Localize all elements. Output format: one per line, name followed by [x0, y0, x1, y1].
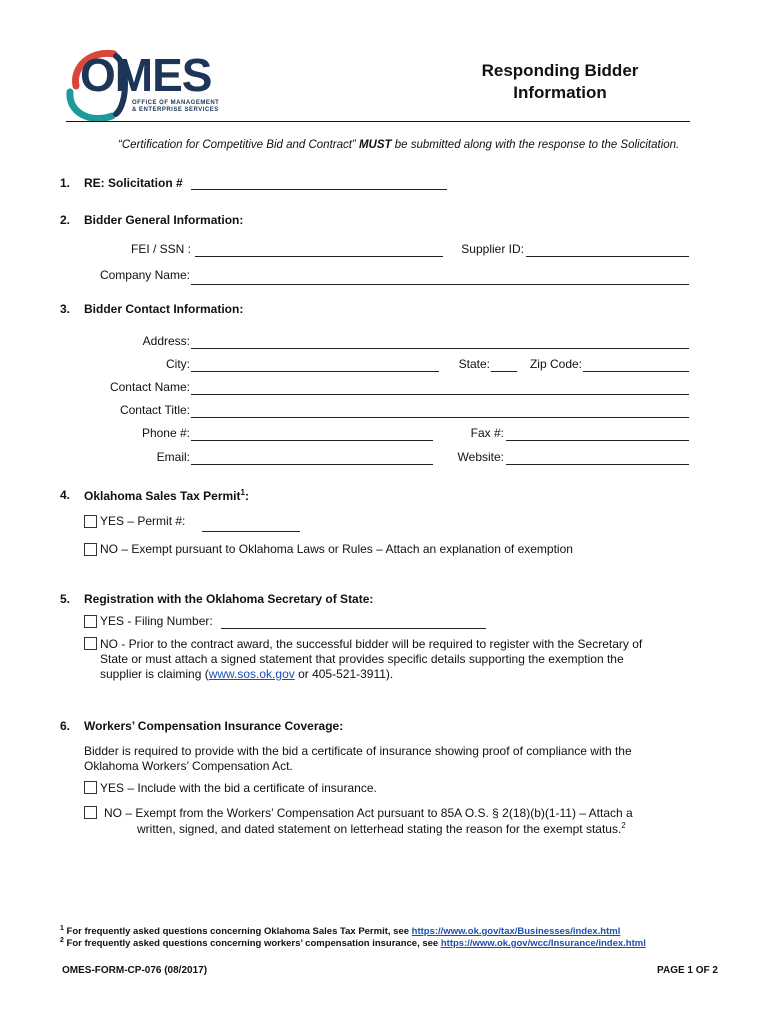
- tax-permit-no-checkbox[interactable]: [84, 543, 97, 556]
- intro-part1: “Certification for Competitive Bid and Contract”: [118, 139, 359, 151]
- workers-comp-no-line1: NO – Exempt from the Workers’ Compensation Act pursuant to 85A O.S. § 2(18)(b)(1-11) – Attach a: [104, 806, 633, 820]
- workers-comp-yes-label: YES – Include with the bid a certificate of insurance.: [100, 781, 377, 795]
- section-3-label: Bidder Contact Information:: [84, 302, 244, 316]
- logo-wordmark: OMES: [80, 49, 212, 101]
- page-title-line2: Information: [513, 83, 607, 102]
- page-title-line1: Responding Bidder: [481, 61, 639, 80]
- sos-registration-no-line3: [100, 667, 393, 681]
- section-3-number: 3.: [60, 302, 71, 316]
- state-field[interactable]: [491, 371, 517, 372]
- footnote-1-number: 1: [60, 925, 64, 932]
- footnote-2-number: 2: [60, 937, 64, 944]
- section-1-label: RE: Solicitation #: [84, 176, 183, 190]
- supplier-id-field[interactable]: [526, 256, 689, 257]
- footer-page-number: PAGE 1 OF 2: [657, 965, 718, 976]
- workers-comp-description-line1: Bidder is required to provide with the bid a certificate of insurance showing proof of compliance with the: [84, 744, 632, 758]
- intro-must: MUST: [358, 139, 392, 151]
- contact-title-field[interactable]: [191, 417, 689, 418]
- sos-website-link[interactable]: www.sos.ok.gov: [208, 667, 295, 681]
- tax-permit-yes-label: YES – Permit #:: [100, 514, 186, 528]
- footnote-2: [60, 937, 646, 949]
- contact-name-field[interactable]: [191, 394, 689, 395]
- sos-registration-no-line2: State or must attach a signed statement that provides specific details supporting the exemption the: [100, 652, 624, 666]
- sos-registration-no-line1: NO - Prior to the contract award, the successful bidder will be required to register with the Secretary of: [100, 637, 643, 651]
- zip-code-label: Zip Code:: [529, 357, 582, 371]
- website-label: Website:: [457, 450, 504, 464]
- sos-registration-yes-checkbox[interactable]: [84, 615, 97, 628]
- section-6-number: 6.: [60, 719, 71, 733]
- footnote-2-text: For frequently asked questions concerning workers’ compensation insurance, see: [63, 938, 441, 950]
- workers-comp-no-line2-text: written, signed, and dated statement on letterhead stating the reason for the exempt status.: [137, 822, 622, 836]
- logo-subtitle-1: OFFICE OF MANAGEMENT: [132, 100, 220, 106]
- tax-permit-number-field[interactable]: [202, 531, 300, 532]
- logo-subtitle-2: & ENTERPRISE SERVICES: [132, 107, 219, 113]
- fax-field[interactable]: [506, 440, 689, 441]
- contact-name-label: Contact Name:: [109, 380, 190, 394]
- fei-ssn-field[interactable]: [195, 256, 443, 257]
- tax-permit-yes-checkbox[interactable]: [84, 515, 97, 528]
- solicitation-number-field[interactable]: [191, 189, 447, 190]
- section-4-number: 4.: [60, 488, 71, 502]
- sos-line3-post: or 405-521-3911).: [294, 667, 394, 681]
- city-field[interactable]: [191, 371, 439, 372]
- section-2-number: 2.: [60, 213, 71, 227]
- header-rule: [66, 121, 690, 122]
- workers-comp-description-line2: Oklahoma Workers’ Compensation Act.: [84, 759, 293, 773]
- filing-number-field[interactable]: [221, 628, 486, 629]
- footer-form-id: OMES-FORM-CP-076 (08/2017): [62, 965, 208, 976]
- footnote-ref-2: 2: [621, 821, 626, 830]
- footnote-1-text: For frequently asked questions concerning Oklahoma Sales Tax Permit, see: [63, 926, 412, 938]
- contact-title-label: Contact Title:: [119, 403, 190, 417]
- section-1-number: 1.: [60, 176, 71, 190]
- section-6-label: Workers’ Compensation Insurance Coverage:: [84, 719, 344, 733]
- section-4-label: [84, 488, 249, 503]
- section-4-label-text: Oklahoma Sales Tax Permit: [84, 489, 241, 503]
- section-5-label: Registration with the Oklahoma Secretary of State:: [84, 592, 374, 606]
- sos-registration-no-checkbox[interactable]: [84, 637, 97, 650]
- sos-line3-pre: supplier is claiming (: [100, 667, 209, 681]
- tax-permit-no-label: NO – Exempt pursuant to Oklahoma Laws or Rules – Attach an explanation of exemption: [100, 542, 573, 556]
- address-label: Address:: [142, 334, 190, 348]
- footnote-ref-1: 1: [240, 488, 245, 497]
- footnote-1-link[interactable]: https://www.ok.gov/tax/Businesses/index.html: [411, 926, 621, 938]
- omes-logo: [62, 44, 242, 124]
- page-title: [470, 60, 650, 104]
- state-label: State:: [458, 357, 490, 371]
- supplier-id-label: Supplier ID:: [461, 242, 524, 256]
- section-4-label-colon: :: [244, 489, 249, 503]
- company-name-field[interactable]: [191, 284, 689, 285]
- intro-text: [118, 139, 679, 151]
- fax-label: Fax #:: [470, 426, 504, 440]
- section-2-label: Bidder General Information:: [84, 213, 244, 227]
- company-name-label: Company Name:: [99, 268, 190, 282]
- fei-ssn-label: FEI / SSN :: [130, 242, 191, 256]
- zip-code-field[interactable]: [583, 371, 689, 372]
- workers-comp-yes-checkbox[interactable]: [84, 781, 97, 794]
- footnote-2-link[interactable]: https://www.ok.gov/wcc/Insurance/index.html: [440, 938, 646, 950]
- workers-comp-no-line2: [137, 821, 626, 836]
- email-field[interactable]: [191, 464, 433, 465]
- address-field[interactable]: [191, 348, 689, 349]
- sos-registration-yes-label: YES - Filing Number:: [100, 614, 213, 628]
- website-field[interactable]: [506, 464, 689, 465]
- phone-label: Phone #:: [141, 426, 190, 440]
- phone-field[interactable]: [191, 440, 433, 441]
- email-label: Email:: [156, 450, 190, 464]
- city-label: City:: [166, 357, 190, 371]
- section-5-number: 5.: [60, 592, 71, 606]
- intro-part2: be submitted along with the response to the Solicitation.: [391, 139, 680, 151]
- workers-comp-no-checkbox[interactable]: [84, 806, 97, 819]
- footnote-1: [60, 925, 620, 937]
